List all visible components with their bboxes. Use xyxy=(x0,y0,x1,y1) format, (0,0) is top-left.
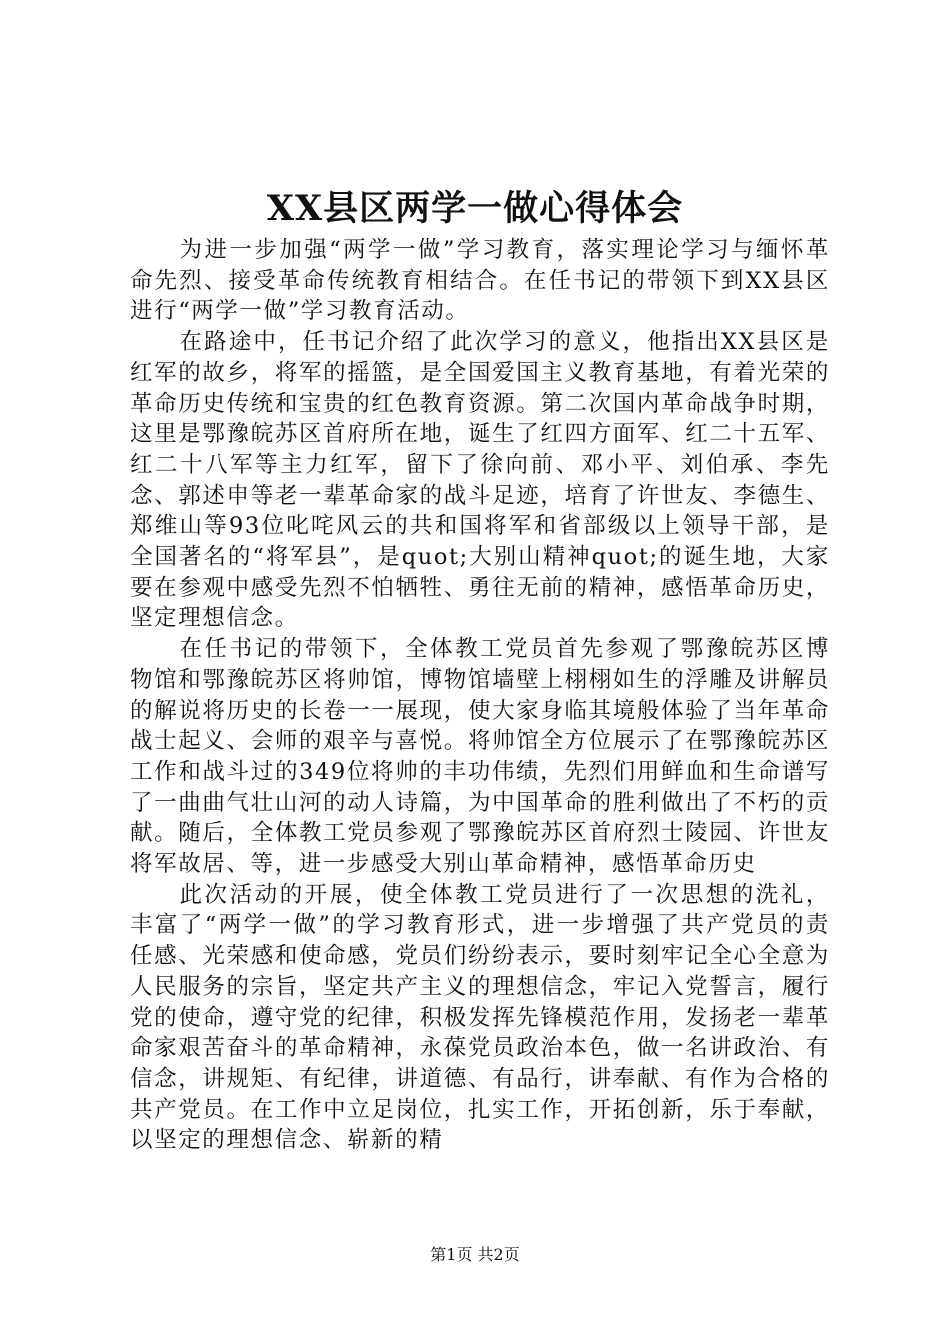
paragraph-4: 此次活动的开展，使全体教工党员进行了一次思想的洗礼，丰富了“两学一做”的学习教育形式，进一步增强了共产党员的责任感、光荣感和使命感，党员们纷纷表示，要时刻牢记全心全意为人民服务的宗旨，坚定共产主义的理想信念，牢记入党誓言，履行党的使命，遵守党的纪律，积极发挥先锋模范作用，发扬老一辈革命家艰苦奋斗的革命精神，永葆党员政治本色，做一名讲政治、有信念，讲规矩、有纪律，讲道德、有品行，讲奉献、有作为合格的共产党员。在工作中立足岗位，扎实工作，开拓创新，乐于奉献，以坚定的理想信念、崭新的精 xyxy=(130,881,830,1154)
page-number: 第1页 共2页 xyxy=(430,1245,520,1264)
document-body xyxy=(130,235,830,1156)
paragraph-2: 在路途中，任书记介绍了此次学习的意义，他指出XX县区是红军的故乡，将军的摇篮，是全国爱国主义教育基地，有着光荣的革命历史传统和宝贵的红色教育资源。第二次国内革命战争时期，这里是鄂豫皖苏区首府所在地，诞生了红四方面军、红二十五军、红二十八军等主力红军，留下了徐向前、邓小平、刘伯承、李先念、郭述申等老一辈革命家的战斗足迹，培育了许世友、李德生、郑维山等93位叱咤风云的共和国将军和省部级以上领导干部，是全国著名的“将军县”，是quot;大别山精神quot;的诞生地，大家要在参观中感受先烈不怕牺牲、勇往无前的精神，感悟革命历史，坚定理想信念。 xyxy=(130,329,830,632)
paragraph-3: 在任书记的带领下，全体教工党员首先参观了鄂豫皖苏区博物馆和鄂豫皖苏区将帅馆，博物馆墙壁上栩栩如生的浮雕及讲解员的解说将历史的长卷一一展现，使大家身临其境般体验了当年革命战士起义、会师的艰辛与喜悦。将帅馆全方位展示了在鄂豫皖苏区工作和战斗过的349位将帅的丰功伟绩，先烈们用鲜血和生命谱写了一曲曲气壮山河的动人诗篇，为中国革命的胜利做出了不朽的贡献。随后，全体教工党员参观了鄂豫皖苏区首府烈士陵园、许世友将军故居、等，进一步感受大别山革命精神，感悟革命历史 xyxy=(130,636,830,878)
page-title: XX县区两学一做心得体会 xyxy=(266,188,684,229)
paragraph-1: 为进一步加强“两学一做”学习教育，落实理论学习与缅怀革命先烈、接受革命传统教育相结合。在任书记的带领下到XX县区进行“两学一做”学习教育活动。 xyxy=(130,237,830,325)
